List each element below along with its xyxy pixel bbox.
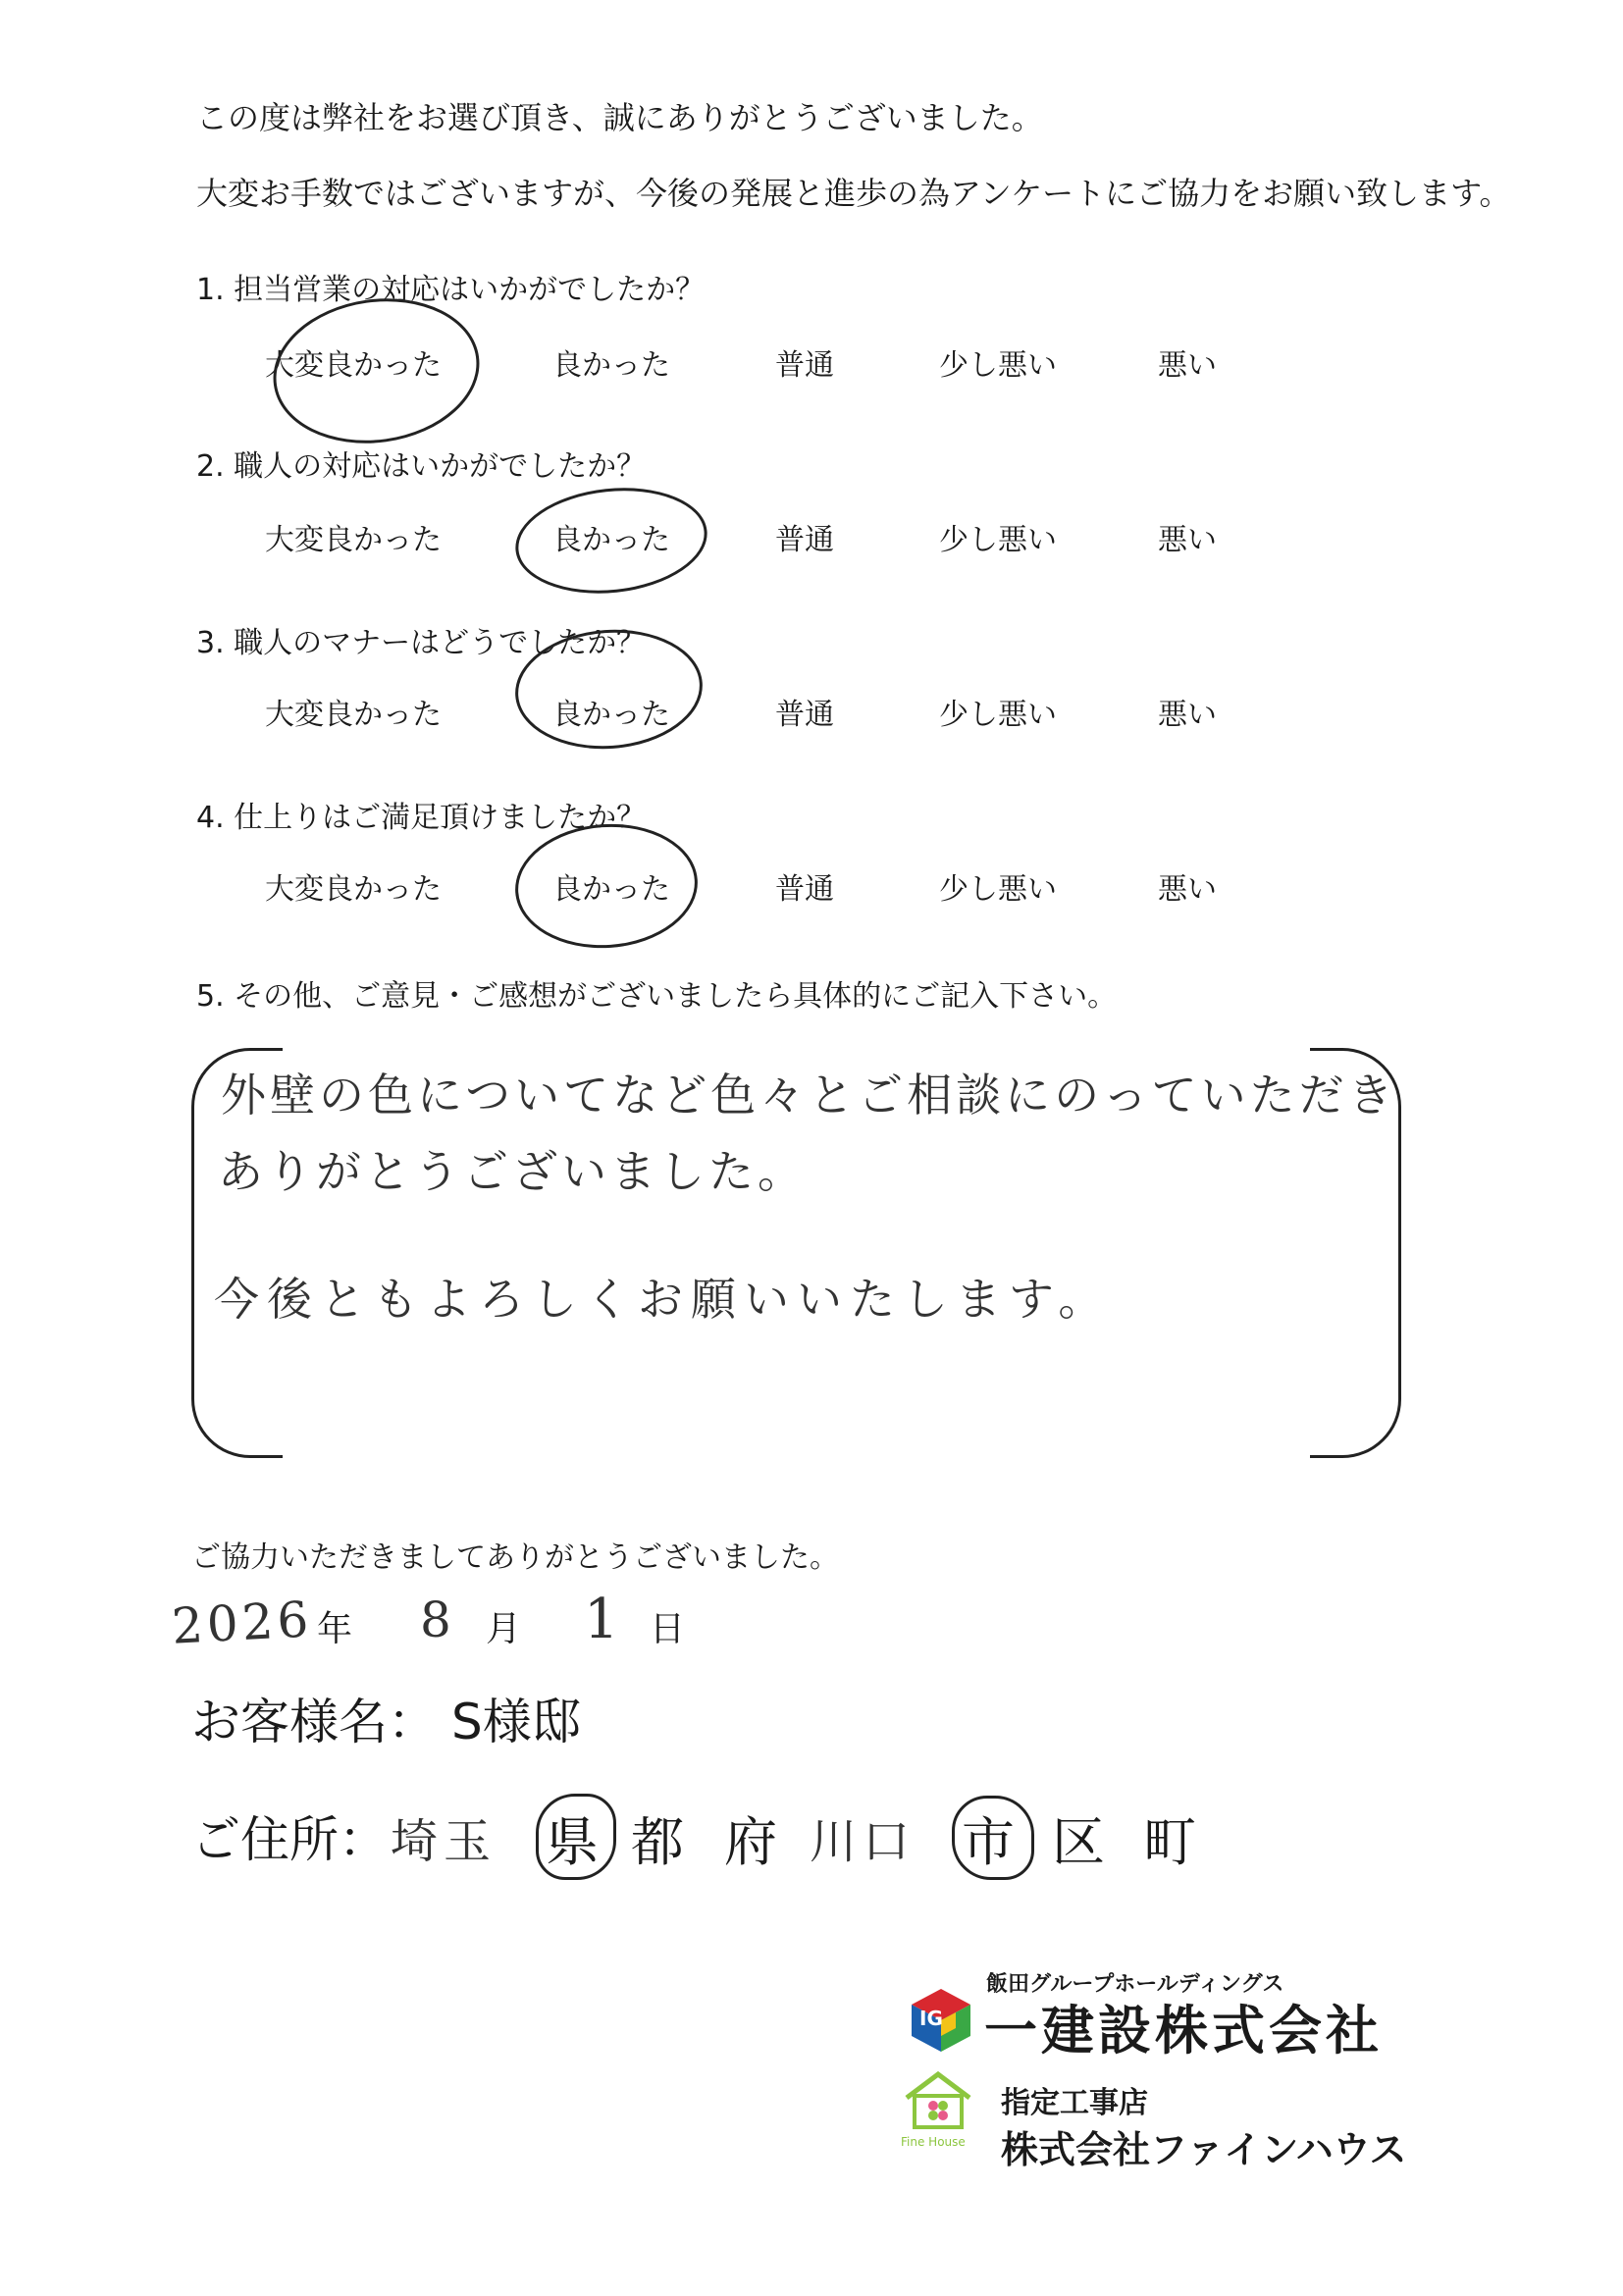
address-pref-option-fu[interactable]: 府 <box>724 1811 781 1873</box>
date-day-label: 日 <box>650 1609 686 1649</box>
q1-option-average[interactable]: 普通 <box>775 348 834 383</box>
q2-option-average[interactable]: 普通 <box>775 523 834 557</box>
q2-option-good[interactable]: 良かった <box>552 523 670 557</box>
q3-option-excellent[interactable]: 大変良かった <box>265 698 442 732</box>
q4-option-slightly-bad[interactable]: 少し悪い <box>939 872 1057 907</box>
address-city-option-shi[interactable]: 市 <box>962 1811 1019 1873</box>
address-city-handwritten: 川口 <box>810 1814 916 1869</box>
q4-option-excellent[interactable]: 大変良かった <box>265 872 442 907</box>
address-city-option-machi[interactable]: 町 <box>1143 1811 1200 1873</box>
date-year-value: 2026 <box>170 1591 314 1655</box>
fine-house-logo-text: Fine House <box>901 2135 966 2149</box>
address-pref-option-to[interactable]: 都 <box>631 1811 688 1873</box>
q2-option-bad[interactable]: 悪い <box>1158 523 1217 557</box>
q3-option-bad[interactable]: 悪い <box>1158 698 1217 732</box>
question-4-label: 4. 仕上りはご満足頂けましたか？ <box>196 801 647 835</box>
q1-option-excellent[interactable]: 大変良かった <box>265 348 442 383</box>
q1-option-good[interactable]: 良かった <box>552 348 670 383</box>
q3-option-average[interactable]: 普通 <box>775 698 834 732</box>
q4-option-good[interactable]: 良かった <box>552 872 670 907</box>
date-year-label: 年 <box>317 1609 353 1649</box>
address-prefecture-handwritten: 埼玉 <box>391 1814 497 1869</box>
intro-line-1: この度は弊社をお選び頂き、誠にありがとうございました。 <box>196 99 1043 136</box>
ig-logo-text: IG <box>919 2007 943 2030</box>
thanks-text: ご協力いただきましてありがとうございました。 <box>191 1540 839 1575</box>
address-city-option-ku[interactable]: 区 <box>1052 1811 1109 1873</box>
intro-line-2: 大変お手数ではございますが、今後の発展と進歩の為アンケートにご協力をお願い致します。 <box>196 175 1511 212</box>
date-month-label: 月 <box>486 1609 522 1649</box>
customer-name-label: お客様名： <box>191 1694 437 1750</box>
q1-option-slightly-bad[interactable]: 少し悪い <box>939 348 1057 383</box>
customer-name-value: S様邸 <box>451 1694 581 1750</box>
comment-line-3: 今後ともよろしくお願いいたします。 <box>214 1273 1112 1326</box>
question-5-label: 5. その他、ご意見・ご感想がございましたら具体的にご記入下さい。 <box>196 979 1118 1014</box>
comment-line-1: 外壁の色についてなど色々とご相談にのっていただき <box>221 1069 1397 1122</box>
question-2-label: 2. 職人の対応はいかがでしたか？ <box>196 449 647 484</box>
comment-line-2: ありがとうございました。 <box>218 1145 807 1198</box>
q1-option-bad[interactable]: 悪い <box>1158 348 1217 383</box>
q3-option-slightly-bad[interactable]: 少し悪い <box>939 698 1057 732</box>
company-name: 一建設株式会社 <box>984 2000 1383 2061</box>
company-group-name: 飯田グループホールディングス <box>986 1972 1284 1997</box>
store-company-name: 株式会社ファインハウス <box>1001 2128 1407 2171</box>
designated-store-label: 指定工事店 <box>1001 2086 1148 2120</box>
address-pref-option-ken[interactable]: 県 <box>546 1811 602 1873</box>
q2-option-slightly-bad[interactable]: 少し悪い <box>939 523 1057 557</box>
fine-house-logo-icon <box>901 2070 975 2139</box>
q4-option-bad[interactable]: 悪い <box>1158 872 1217 907</box>
date-month-value: 8 <box>420 1592 451 1648</box>
question-3-label: 3. 職人のマナーはどうでしたか？ <box>196 626 647 660</box>
date-day-value: 1 <box>584 1588 619 1651</box>
address-label: ご住所： <box>191 1811 388 1868</box>
q4-option-average[interactable]: 普通 <box>775 872 834 907</box>
question-1-label: 1. 担当営業の対応はいかがでしたか？ <box>196 273 706 307</box>
q2-option-excellent[interactable]: 大変良かった <box>265 523 442 557</box>
q3-option-good[interactable]: 良かった <box>552 698 670 732</box>
